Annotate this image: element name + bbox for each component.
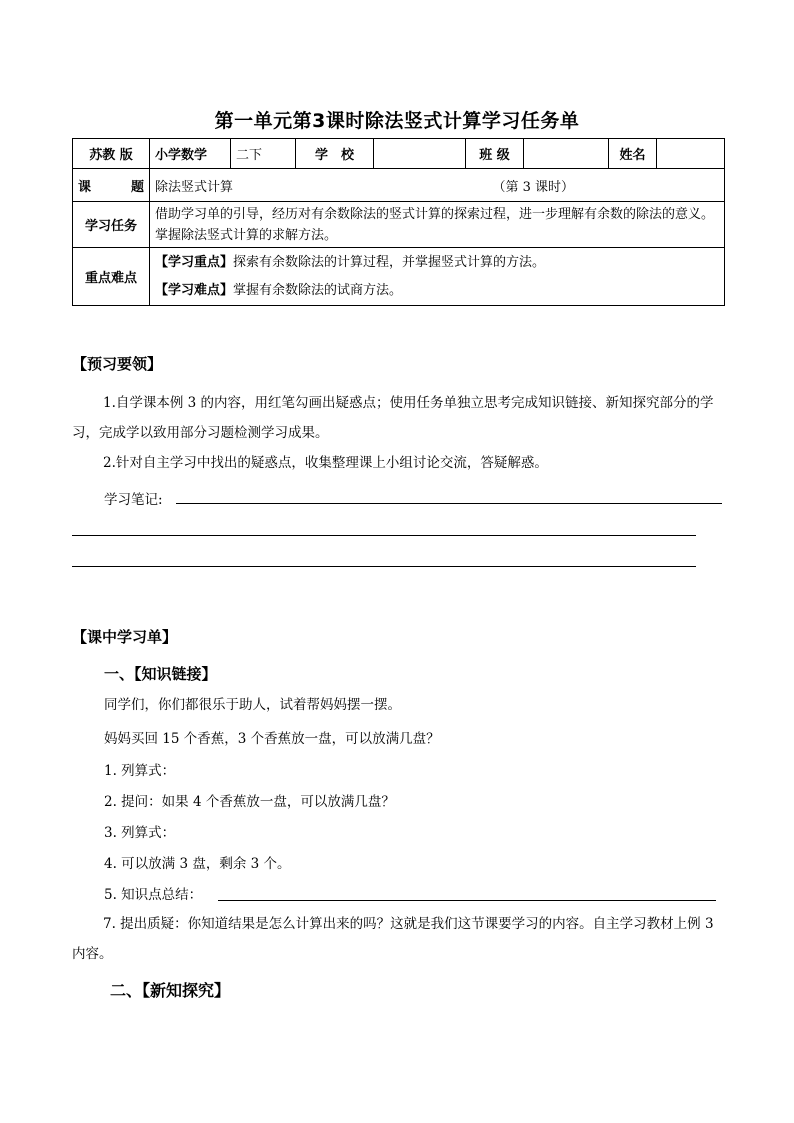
class-sheet-heading: 【课中学习单】	[72, 628, 178, 646]
notes-line-1[interactable]	[176, 503, 722, 504]
period-value: （第 3 课时）	[492, 179, 575, 195]
grade-cell: 二下	[231, 139, 296, 169]
class-value[interactable]	[524, 139, 609, 169]
key-label: 重点难点	[73, 248, 150, 306]
notes-line-3[interactable]	[72, 566, 696, 567]
knowledge-link-heading: 一、【知识链接】	[104, 665, 217, 683]
edition-cell: 苏教 版	[73, 139, 150, 169]
task-label: 学习任务	[73, 202, 150, 248]
key-cell	[150, 248, 725, 306]
key-point-row	[155, 249, 719, 277]
preview-heading: 【预习要领】	[72, 355, 163, 373]
subject-cell: 小学数学	[150, 139, 231, 169]
topic-value: 除法竖式计算	[155, 179, 234, 195]
preview-paragraph-2: 2.针对自主学习中找出的疑惑点，收集整理课上小组讨论交流，答疑解惑。	[103, 455, 548, 471]
list-item: 3. 列算式：	[104, 825, 176, 841]
list-item: 2. 提问：如果 4 个香蕉放一盘，可以放满几盘？	[104, 794, 395, 810]
topic-cell	[150, 169, 725, 202]
notes-label: 学习笔记:	[104, 492, 163, 508]
name-label: 姓名	[609, 139, 657, 169]
summary-answer-line[interactable]	[218, 900, 716, 901]
topic-label	[73, 169, 150, 202]
page-title: 第一单元第3课时除法竖式计算学习任务单	[214, 110, 580, 132]
difficulty-row	[155, 277, 719, 305]
notes-line-2[interactable]	[72, 535, 696, 536]
key-point-tag: 【学习重点】	[155, 254, 234, 270]
preview-paragraph-1: 1.自学课本例 3 的内容，用红笔勾画出疑惑点；使用任务单独立思考完成知识链接、新知探究部分的学习，完成学以致用部分习题检测学习成果。	[72, 395, 714, 441]
new-knowledge-heading: 二、【新知探究】	[110, 981, 231, 1000]
difficulty-tag: 【学习难点】	[155, 282, 234, 298]
question-paragraph: 7. 提出质疑：你知道结果是怎么计算出来的吗？这就是我们这节课要学习的内容。自主学习教材上例 3 内容。	[72, 916, 714, 962]
key-point-text: 探索有余数除法的计算过程，并掌握竖式计算的方法。	[233, 254, 546, 270]
list-item: 1. 列算式：	[104, 763, 176, 779]
info-table	[72, 138, 725, 306]
school-value[interactable]	[374, 139, 466, 169]
list-item: 5. 知识点总结：	[104, 887, 203, 903]
topic-label-part1: 课	[78, 179, 92, 195]
school-label: 学 校	[296, 139, 374, 169]
topic-label-part2: 题	[130, 179, 144, 195]
list-item: 4. 可以放满 3 盘，剩余 3 个。	[104, 856, 291, 872]
problem-text: 妈妈买回 15 个香蕉，3 个香蕉放一盘，可以放满几盘？	[104, 731, 440, 747]
class-label: 班 级	[466, 139, 524, 169]
difficulty-text: 掌握有余数除法的试商方法。	[233, 282, 403, 298]
name-value[interactable]	[657, 139, 725, 169]
task-value: 借助学习单的引导，经历对有余数除法的竖式计算的探索过程，进一步理解有余数的除法的意义。掌握除法竖式计算的求解方法。	[150, 202, 725, 248]
intro-text: 同学们，你们都很乐于助人，试着帮妈妈摆一摆。	[104, 697, 401, 713]
